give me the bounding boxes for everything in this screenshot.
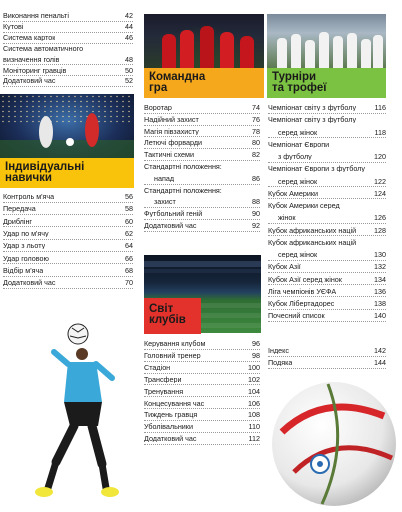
toc-entry [144,435,260,445]
toc-entry [144,423,260,433]
toc-entry [268,312,386,322]
toc-entry-page: 92 [252,221,260,230]
toc-entry [268,227,386,237]
tournaments-header [267,68,386,98]
toc-entry-title: Удар по м'ячу [3,229,49,238]
toc-entry [144,187,260,196]
toc-entry [144,210,260,220]
toc-entry-title: Ліга чемпіонів УЄФА [268,287,337,295]
toc-entry-title: Почесний список [268,312,325,320]
toc-entry [3,205,133,215]
toc-entry-title: Моніторинг гравців [3,66,67,74]
toc-entry [268,276,386,286]
toc-entry [268,288,386,298]
toc-entry-title: Додатковий час [144,435,197,443]
toc-entry-page: 50 [125,65,133,75]
toc-entry-title: серед жінок [278,177,318,185]
toc-entry-title: Додатковий час [3,279,56,287]
toc-entry [3,255,133,265]
toc-entry-page: 44 [125,21,133,31]
toc-entry-page: 142 [374,346,386,355]
toc-entry [144,400,260,410]
toc-entry [3,279,133,289]
toc-entry-title: Тактичні схеми [144,151,194,159]
toc-entry-title: Контроль м'яча [3,193,55,201]
toc-entry [268,214,386,224]
toc-entry-title: Кубок Азії [268,263,301,271]
team-play-header-line2: гра [149,82,168,94]
toc-entry-title: жінок [278,214,296,222]
toc-entry-title: Стандартні положення: [144,186,222,194]
toc-entry [144,411,260,421]
toc-entry-page: 56 [125,192,133,201]
clubs-header-line2: клубів [149,314,186,326]
toc-entry [144,104,260,114]
team-play-header-line1: Командна [149,71,206,83]
clubs-header-line1: Світ [149,303,174,315]
toc-middle-top [144,104,260,244]
toc-right [268,104,386,336]
toc-entry-title: Дриблінг [3,217,33,225]
toc-entry-page: 102 [248,374,260,384]
toc-entry-page: 66 [125,253,133,263]
toc-entry-title: Кубок Америки серед [268,202,340,210]
toc-index [268,347,386,371]
toc-entry [268,239,386,248]
toc-entry-page: 62 [125,228,133,238]
toc-entry [268,129,386,139]
toc-entry-page: 140 [374,311,386,321]
toc-entry-page: 42 [125,11,133,20]
toc-entry-page: 116 [374,103,386,112]
toc-entry [144,340,260,350]
toc-entry-title: серед жінок [278,128,318,136]
toc-entry-page: 96 [252,339,260,348]
toc-entry [3,56,133,66]
team-play-photo [144,14,264,68]
team-play-header [144,68,264,98]
toc-entry-title: Трансфери [144,375,182,383]
toc-entry-title: визначення голів [3,55,60,63]
toc-entry-title: Відбір м'яча [3,266,44,274]
toc-entry-page: 108 [248,410,260,420]
tournaments-photo [267,14,386,68]
toc-entry-title: Кубок Азії серед жінок [268,275,342,283]
toc-entry-page: 80 [252,138,260,148]
toc-entry-title: Чемпіонат світу з футболу [268,116,357,124]
toc-entry-title: Кубок Лібертадорес [268,300,335,308]
toc-entry-page: 98 [252,350,260,360]
toc-entry [268,190,386,200]
toc-entry-page: 106 [248,398,260,408]
toc-entry-title: Кубок африканських націй [268,226,357,234]
toc-left-bottom [3,193,133,293]
toc-entry-page: 144 [374,358,386,367]
toc-entry-title: Кутові [3,22,24,31]
toc-entry-page: 120 [374,152,386,161]
clubs-header [144,298,201,334]
toc-entry-title: Надійний захист [144,115,199,123]
toc-entry [144,139,260,149]
toc-entry [268,116,386,125]
toc-entry-page: 70 [125,278,133,288]
toc-entry [3,34,133,44]
toc-entry-title: напад [154,174,175,182]
toc-entry-title: Керування клубом [144,340,206,348]
toc-entry-page: 136 [374,286,386,296]
toc-entry-page: 100 [248,362,260,372]
toc-entry-page: 104 [248,386,260,396]
toc-entry [268,141,386,150]
toc-entry-title: Футбольний геній [144,210,203,218]
tournaments-header-line2: та трофеї [272,82,327,94]
toc-entry-title: серед жінок [278,251,318,259]
toc-entry-title: Подяка [268,359,293,367]
toc-entry-page: 130 [374,250,386,259]
toc-entry [3,242,133,252]
toc-entry-page: 60 [125,216,133,226]
toc-entry-title: Концесування час [144,399,205,407]
toc-entry-page: 118 [374,127,386,137]
toc-entry-title: Чемпіонат Європи [268,140,330,148]
toc-entry-page: 126 [374,213,386,223]
toc-entry-page: 132 [374,262,386,272]
toc-entry-title: Тренування [144,387,184,395]
toc-entry-page: 88 [252,197,260,207]
toc-middle-bottom [144,340,260,460]
toc-entry-title: Магія півзахисту [144,127,199,135]
toc-entry-page: 110 [248,422,260,432]
toc-entry-title: Стадіон [144,363,171,371]
toc-entry [144,163,260,172]
toc-entry [3,77,133,87]
skills-header [0,158,134,188]
toc-entry-title: Стандартні положення: [144,163,222,171]
toc-entry-title: Додатковий час [144,222,197,230]
toc-entry-page: 74 [252,103,260,112]
toc-entry-title: Удар головою [3,254,49,262]
football-ball-illustration [264,372,402,512]
toc-entry-title: Головний тренер [144,351,201,360]
toc-entry-page: 76 [252,114,260,124]
toc-entry-title: Кубок африканських націй [268,238,357,246]
toc-entry-title: Уболівальники [144,423,193,431]
toc-entry [144,376,260,386]
toc-entry [268,263,386,273]
toc-entry [268,104,386,114]
toc-entry [144,198,260,208]
toc-entry-title: Передача [3,205,36,213]
player-illustration [20,322,120,507]
skills-header-line2: навички [5,172,52,184]
toc-entry [144,151,260,161]
toc-entry-title: Чемпіонат Європи з футболу [268,165,365,173]
toc-entry-page: 82 [252,150,260,160]
toc-entry-page: 78 [252,126,260,136]
toc-entry-page: 52 [125,76,133,86]
toc-entry-title: Чемпіонат світу з футболу [268,104,357,112]
toc-entry [144,352,260,362]
skills-photo [0,94,134,160]
toc-entry [268,251,386,261]
toc-entry-page: 90 [252,209,260,219]
toc-entry [3,193,133,203]
toc-entry-title: Воротар [144,104,172,112]
toc-entry [268,347,386,357]
toc-entry [144,222,260,232]
toc-entry [144,364,260,374]
toc-entry [144,175,260,185]
toc-entry-title: Виконання пенальті [3,12,69,20]
toc-entry [268,165,386,174]
skills-header-line1: Індивідуальні [5,161,85,173]
toc-entry-title: Удар з льоту [3,242,46,250]
toc-entry-title: Індекс [268,347,289,355]
tournaments-header-line1: Турніри [272,71,317,83]
toc-entry [3,230,133,240]
toc-entry [268,178,386,188]
toc-entry-page: 46 [125,32,133,42]
toc-entry [144,116,260,126]
toc-entry-page: 58 [125,204,133,214]
toc-entry [3,23,133,33]
toc-entry [3,45,133,54]
toc-entry-title: Кубок Америки [268,189,319,197]
toc-entry [3,67,133,77]
toc-entry-page: 112 [248,434,260,444]
toc-entry [144,128,260,138]
toc-entry [268,153,386,163]
toc-entry-page: 128 [374,225,386,235]
toc-entry-page: 68 [125,265,133,275]
toc-entry [3,267,133,277]
toc-entry-page: 122 [374,176,386,186]
toc-entry-title: Летючі форварди [144,139,203,147]
toc-left-top [3,12,133,102]
toc-entry-page: 124 [374,188,386,198]
toc-entry-page: 64 [125,241,133,251]
toc-entry-page: 134 [374,274,386,284]
toc-entry [3,218,133,228]
toc-entry-title: Система карток [3,33,56,41]
toc-entry-page: 138 [374,299,386,308]
toc-entry-title: Система автоматичного [3,44,84,52]
toc-entry-page: 48 [125,54,133,64]
toc-entry [144,388,260,398]
toc-entry-title: з футболу [278,153,312,161]
toc-entry-title: Тиждень гравця [144,411,198,419]
toc-entry [3,12,133,22]
toc-entry-title: Додатковий час [3,77,56,85]
toc-entry-title: захист [154,198,176,206]
toc-entry-page: 86 [252,173,260,183]
toc-entry [268,202,386,211]
toc-entry [268,300,386,310]
toc-entry [268,359,386,369]
